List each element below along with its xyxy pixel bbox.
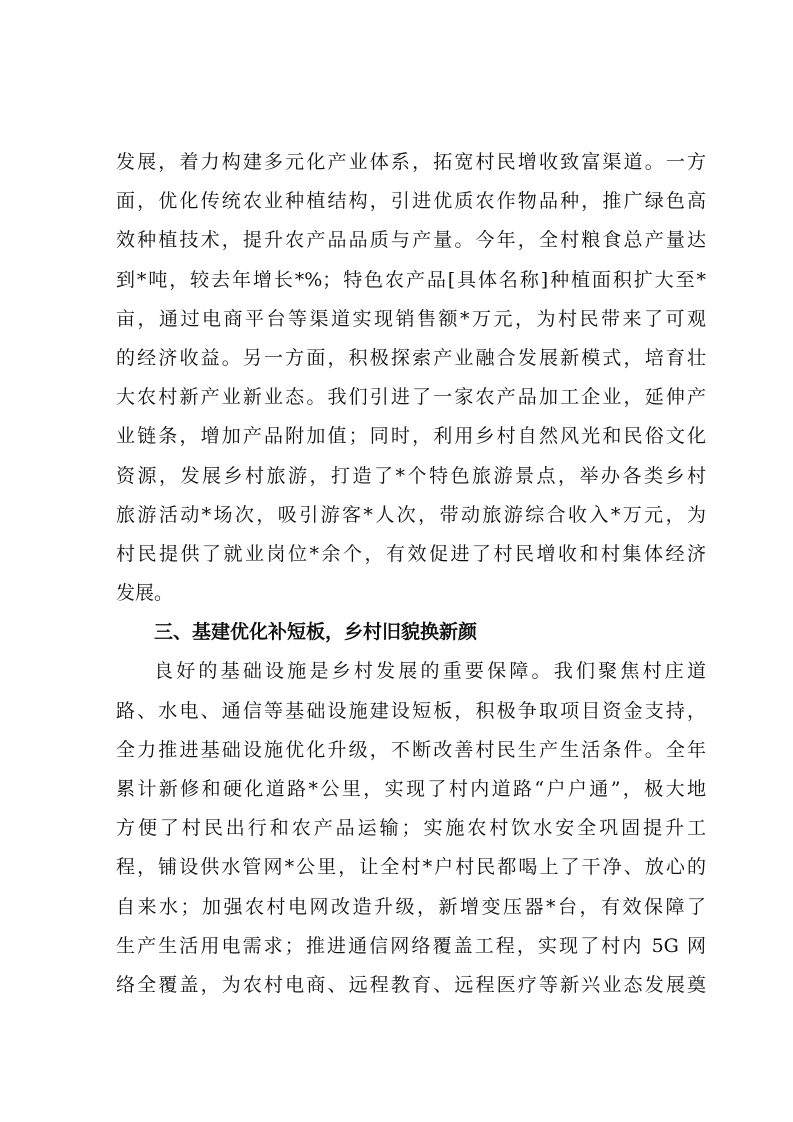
paragraph-line: 村民提供了就业岗位*余个，有效促进了村民增收和村集体经济 [116, 542, 706, 565]
paragraph-line: 良好的基础设施是乡村发展的重要保障。我们聚焦村庄道 [154, 660, 706, 683]
paragraph-line: 累计新修和硬化道路*公里，实现了村内道路“户户通”，极大地 [116, 778, 706, 800]
paragraph-line: 发展，着力构建多元化产业体系，拓宽村民增收致富渠道。一方 [116, 151, 706, 173]
paragraph-line: 生产生活用电需求；推进通信网络覆盖工程，实现了村内 5G 网 [116, 934, 706, 957]
paragraph-line: 资源，发展乡村旅游，打造了*个特色旅游景点，举办各类乡村 [116, 464, 706, 487]
paragraph-line: 自来水；加强农村电网改造升级，新增变压器*台，有效保障了 [116, 895, 706, 918]
paragraph-line: 路、水电、通信等基础设施建设短板，积极争取项目资金支持， [116, 699, 706, 722]
paragraph-line: 效种植技术，提升农产品品质与产量。今年，全村粮食总产量达 [116, 229, 706, 252]
paragraph-line: 全力推进基础设施优化升级，不断改善村民生产生活条件。全年 [116, 738, 706, 761]
paragraph-infrastructure [116, 652, 706, 1005]
paragraph-line: 大农村新产业新业态。我们引进了一家农产品加工企业，延伸产 [116, 386, 706, 409]
paragraph-line: 方便了村民出行和农产品运输；实施农村饮水安全巩固提升工 [116, 817, 706, 840]
paragraph-line: 业链条，增加产品附加值；同时，利用乡村自然风光和民俗文化 [116, 425, 706, 448]
paragraph-line: 程，铺设供水管网*公里，让全村*户村民都喝上了干净、放心的 [116, 856, 706, 879]
paragraph-line: 旅游活动*场次，吸引游客*人次，带动旅游综合收入*万元，为 [116, 503, 706, 526]
section-heading: 三、基建优化补短板，乡村旧貌换新颜 [154, 621, 478, 644]
paragraph-line: 面，优化传统农业种植结构，引进优质农作物品种，推广绿色高 [116, 190, 706, 213]
paragraph-line: 的经济收益。另一方面，积极探索产业融合发展新模式，培育壮 [116, 346, 706, 369]
paragraph-line: 到*吨，较去年增长*%；特色农产品[具体名称]种植面积扩大至* [116, 268, 706, 291]
paragraph-line: 发展。 [116, 582, 174, 605]
paragraph-line: 络全覆盖，为农村电商、远程教育、远程医疗等新兴业态发展奠 [116, 973, 706, 996]
paragraph-rural-industry [116, 143, 706, 613]
document-body [116, 143, 706, 1005]
paragraph-line: 亩，通过电商平台等渠道实现销售额*万元，为村民带来了可观 [116, 307, 706, 330]
